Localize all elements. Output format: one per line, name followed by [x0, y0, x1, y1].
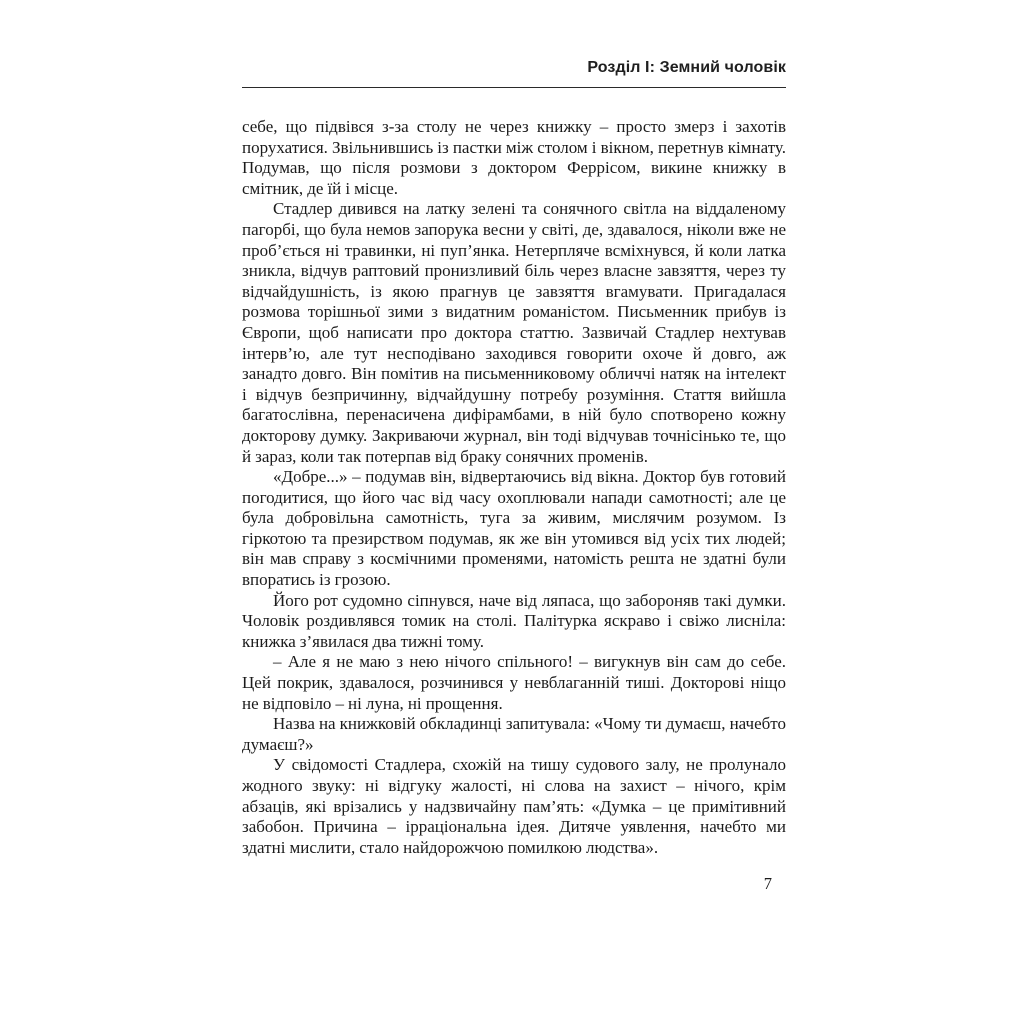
- paragraph: У свідомості Стадлера, схожій на тишу судового залу, не пролунало жодного звуку: ні відгуку жалості, ні слова на захист – нічого, крім абзаців, які врізались у надзвичайну пам’ять: «Думка – це примітивний забобон. Причина – ірраціональна ідея. Дитяче уявлення, начебто ми здатні мислити, стало найдорожчою помилкою людства».: [242, 755, 786, 857]
- page-number: 7: [763, 874, 772, 894]
- header-rule: [242, 87, 786, 88]
- body-text: [242, 117, 786, 858]
- paragraph: Назва на книжковій обкладинці запитувала: «Чому ти думаєш, начебто думаєш?»: [242, 714, 786, 754]
- paragraph: – Але я не маю з нею нічого спільного! – вигукнув він сам до себе. Цей покрик, здавалося, розчинився у невблаганній тиші. Докторові ніщо не відповіло – ні луна, ні прощення.: [242, 652, 786, 713]
- paragraph: Стадлер дивився на латку зелені та сонячного світла на віддаленому пагорбі, що була немов запорука весни у світі, де, здавалося, ніколи вже не проб’ється ні травинки, ні пуп’янка. Нетерпляче всміхнувся, й коли латка зникла, відчув раптовий пронизливий біль через власне завзяття, через ту відчайдушність, із якою прагнув це завзяття вгамувати. Пригадалася розмова торішньої зими з видатним романістом. Письменник прибув із Європи, щоб написати про доктора статтю. Зазвичай Стадлер нехтував інтерв’ю, але тут несподівано заходився говорити охоче й довго, аж занадто довго. Він помітив на письменниковому обличчі натяк на інтелект і відчув безпричинну, відчайдушну потребу розуміння. Стаття вийшла багатослівна, перенасичена дифірамбами, в ній було спотворено кожну докторову думку. Закриваючи журнал, він тоді відчував точнісінько те, що й зараз, коли так потерпав від браку сонячних променів.: [242, 199, 786, 466]
- paragraph: себе, що підвівся з-за столу не через книжку – просто змерз і захотів порухатися. Звільнившись із пастки між столом і вікном, перетнув кімнату. Подумав, що після розмови з доктором Феррісом, викине книжку в смітник, де їй і місце.: [242, 117, 786, 198]
- running-head-chapter-title: Розділ І: Земний чоловік: [587, 59, 786, 76]
- paragraph: Його рот судомно сіпнувся, наче від ляпаса, що забороняв такі думки. Чоловік роздивлявся томик на столі. Палітурка яскраво і свіжо лисніла: книжка з’явилася два тижні тому.: [242, 590, 786, 651]
- paragraph: «Добре...» – подумав він, відвертаючись від вікна. Доктор був готовий погодитися, що його час від часу охоплювали напади самотності; але це була добровільна самотність, туга за живим, мислячим розумом. Із гіркотою та презирством подумав, як же він утомився від усіх тих людей; він мав справу з космічними променями, натомість решта не здатні були впоратись із грозою.: [242, 467, 786, 590]
- text-block: [242, 58, 786, 894]
